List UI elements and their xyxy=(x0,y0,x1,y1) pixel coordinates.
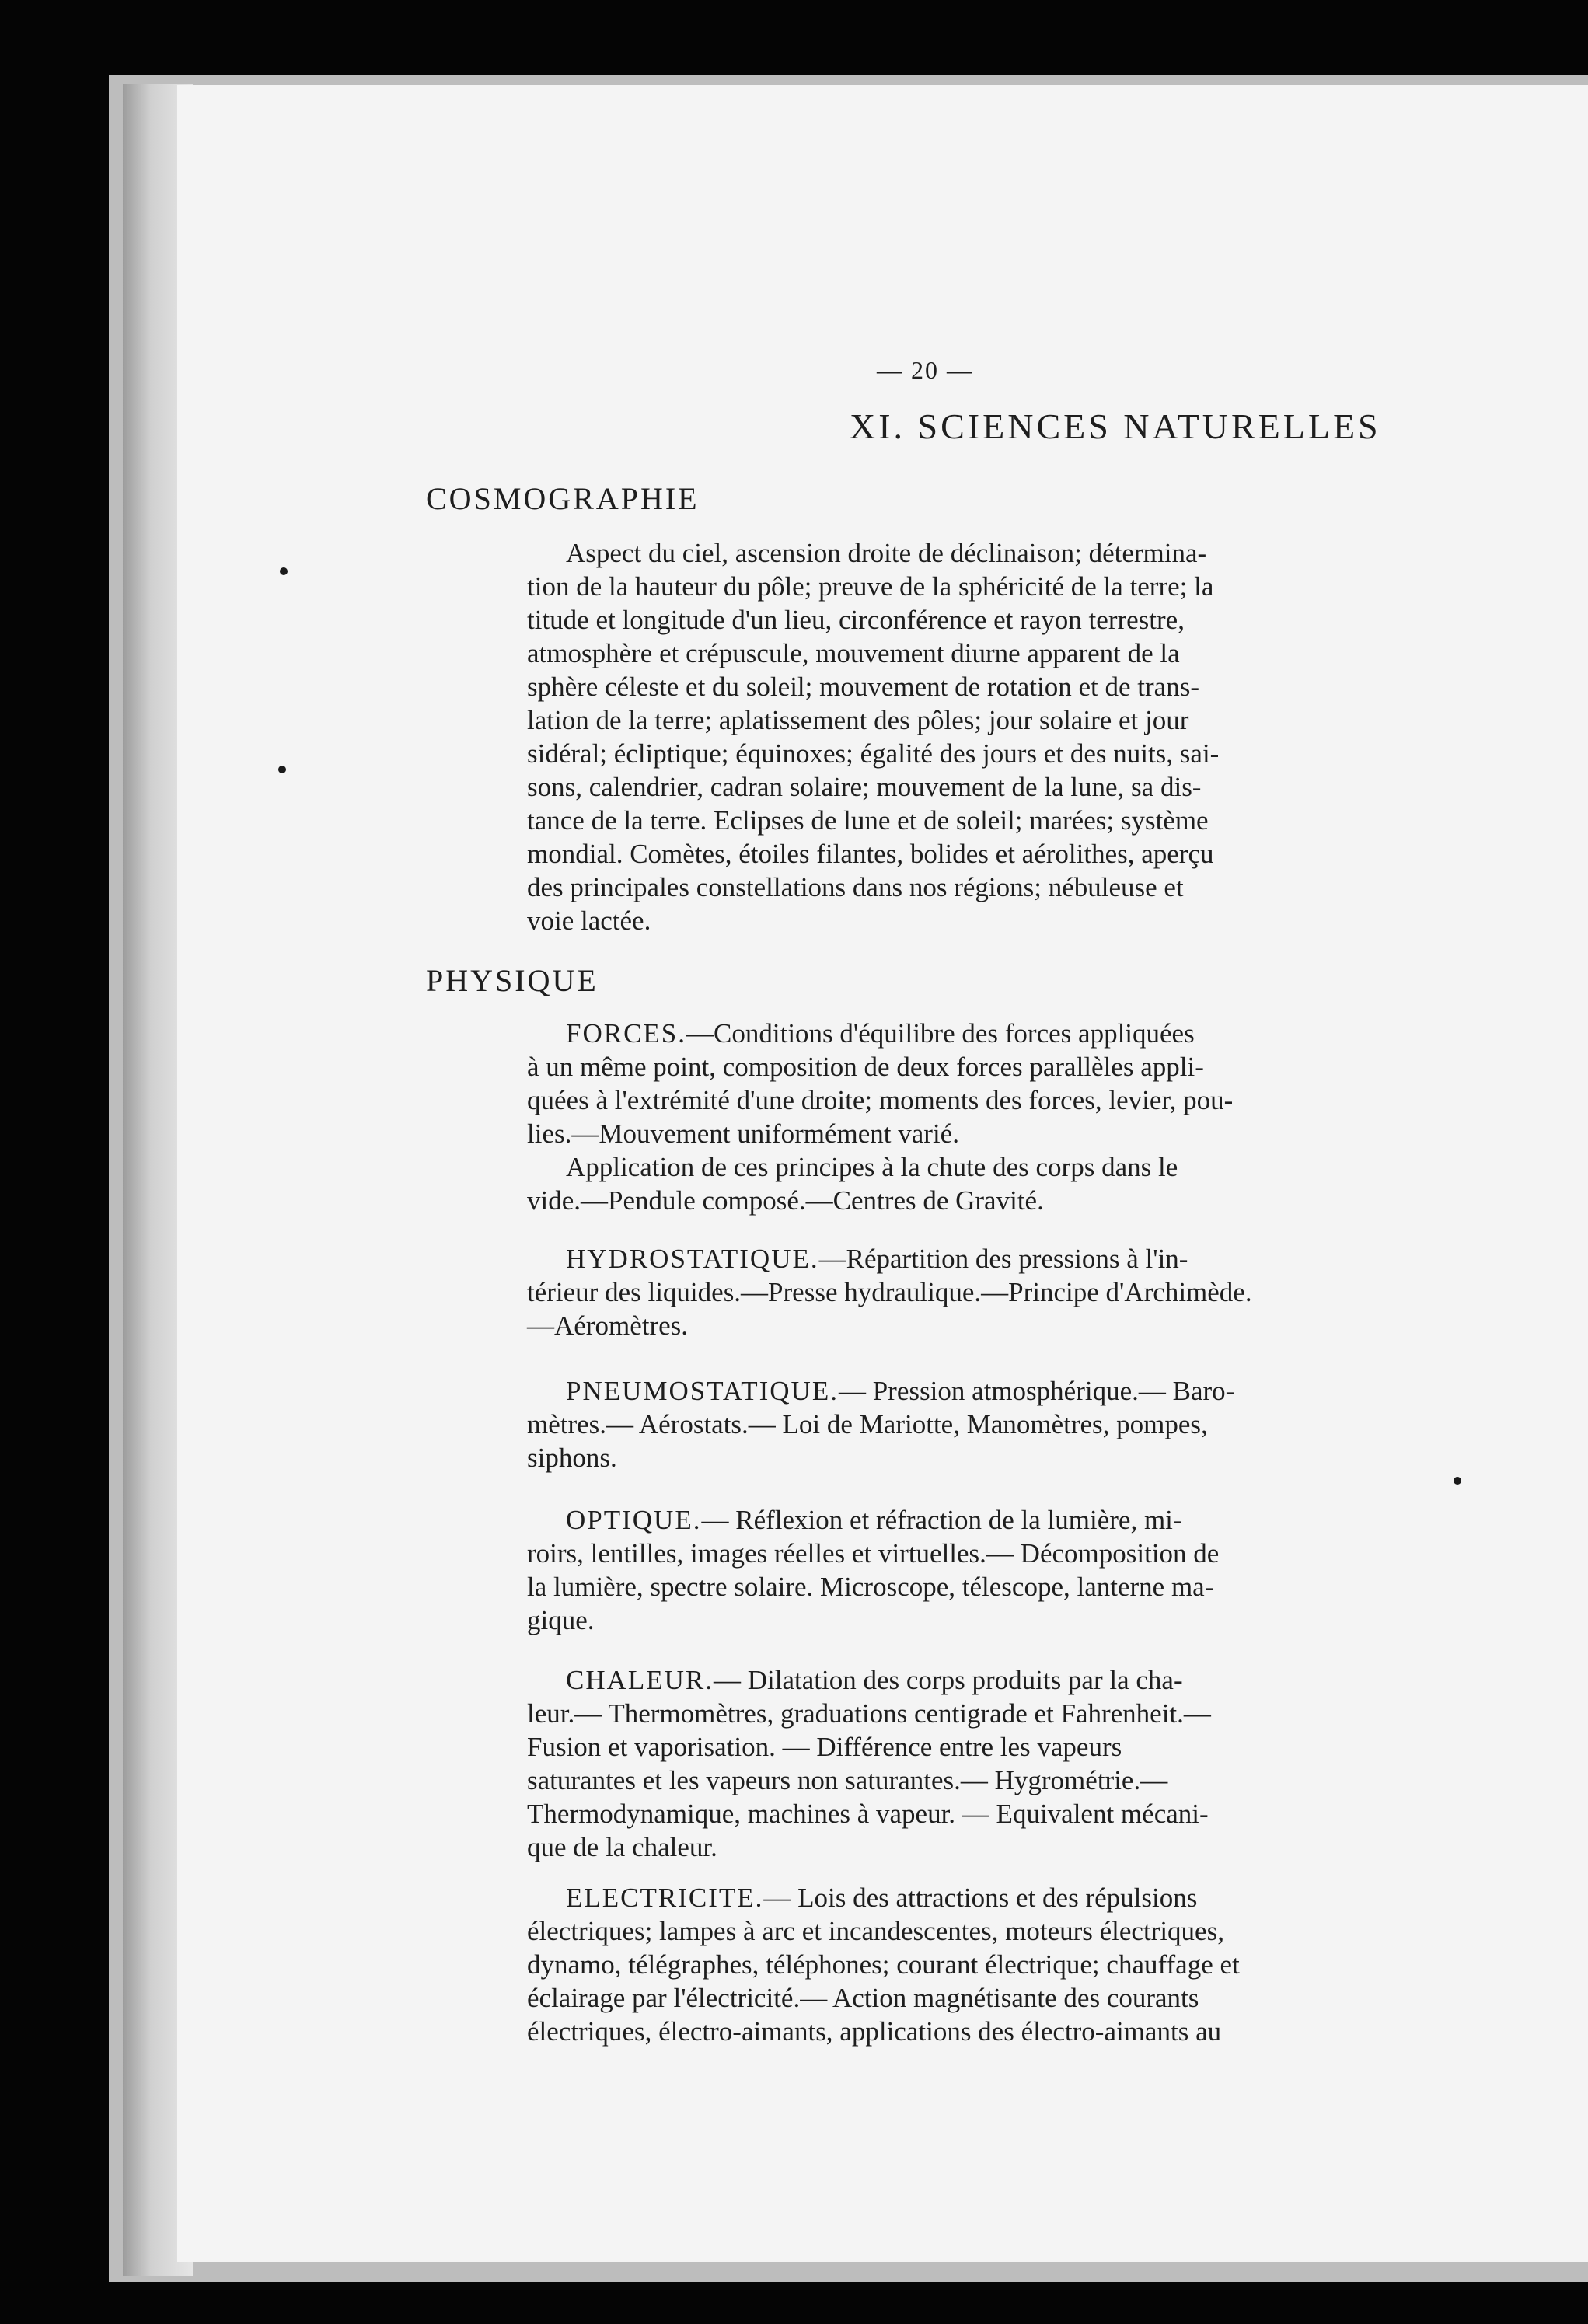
text-line: tance de la terre. Eclipses de lune et de soleil; marées; système xyxy=(527,805,1209,836)
text-line: sidéral; écliptique; équinoxes; égalité des jours et des nuits, sai- xyxy=(527,738,1220,769)
text-line: siphons. xyxy=(527,1443,617,1473)
paragraph-forces xyxy=(527,1017,1561,1217)
text-line: sons, calendrier, cadran solaire; mouvement de la lune, sa dis- xyxy=(527,772,1202,802)
text-line: Fusion et vaporisation. — Différence entre les vapeurs xyxy=(527,1732,1122,1762)
text-line: lies.—Mouvement uniformément varié. xyxy=(527,1118,959,1149)
paragraph-cosmographie xyxy=(527,536,1561,937)
text-line: électriques, électro-aimants, applications des électro-aimants au xyxy=(527,2016,1222,2047)
lead-forces: FORCES. xyxy=(566,1018,687,1049)
text-line: mondial. Comètes, étoiles filantes, bolides et aérolithes, aperçu xyxy=(527,839,1214,869)
text-line: sphère céleste et du soleil; mouvement de rotation et de trans- xyxy=(527,672,1199,702)
text-line: la lumière, spectre solaire. Microscope, télescope, lanterne ma- xyxy=(527,1572,1214,1602)
scan-speck xyxy=(280,567,288,575)
paragraph-hydrostatique xyxy=(527,1242,1561,1342)
lead-hydrostatique: HYDROSTATIQUE. xyxy=(566,1244,819,1274)
text-line: lation de la terre; aplatissement des pôles; jour solaire et jour xyxy=(527,705,1189,735)
text-line: —Conditions d'équilibre des forces appliquées xyxy=(686,1018,1195,1049)
text-line: Thermodynamique, machines à vapeur. — Equivalent mécani- xyxy=(527,1799,1209,1829)
text-line: térieur des liquides.—Presse hydraulique.—Principe d'Archimède. xyxy=(527,1277,1252,1307)
text-line: électriques; lampes à arc et incandescentes, moteurs électriques, xyxy=(527,1916,1224,1946)
lead-electricite: ELECTRICITE. xyxy=(566,1883,764,1913)
text-line: —Répartition des pressions à l'in- xyxy=(818,1244,1188,1274)
text-line: quées à l'extrémité d'une droite; moments des forces, levier, pou- xyxy=(527,1085,1234,1115)
text-line: titude et longitude d'un lieu, circonférence et rayon terrestre, xyxy=(527,605,1185,635)
text-line: des principales constellations dans nos régions; nébuleuse et xyxy=(527,872,1184,902)
scan-speck xyxy=(278,766,286,773)
text-line: Aspect du ciel, ascension droite de déclinaison; détermina- xyxy=(566,538,1207,568)
section-title: XI. SCIENCES NATURELLES xyxy=(850,407,1381,446)
text-line: que de la chaleur. xyxy=(527,1832,717,1862)
paragraph-optique xyxy=(527,1503,1561,1637)
text-line: tion de la hauteur du pôle; preuve de la sphéricité de la terre; la xyxy=(527,571,1214,602)
heading-cosmographie: COSMOGRAPHIE xyxy=(426,481,700,516)
lead-pneumostatique: PNEUMOSTATIQUE. xyxy=(566,1376,839,1406)
page-number: — 20 — xyxy=(877,356,973,384)
text-line: atmosphère et crépuscule, mouvement diurne apparent de la xyxy=(527,638,1180,668)
text-line: saturantes et les vapeurs non saturantes.— Hygrométrie.— xyxy=(527,1765,1168,1795)
paragraph-electricite xyxy=(527,1881,1561,2048)
text-line: Application de ces principes à la chute des corps dans le xyxy=(566,1152,1178,1182)
lead-optique: OPTIQUE. xyxy=(566,1505,702,1535)
text-line: leur.— Thermomètres, graduations centigrade et Fahrenheit.— xyxy=(527,1698,1211,1729)
text-line: gique. xyxy=(527,1605,595,1635)
text-line: éclairage par l'électricité.— Action magnétisante des courants xyxy=(527,1983,1199,2013)
scan-speck xyxy=(1454,1477,1461,1485)
text-line: à un même point, composition de deux forces parallèles appli- xyxy=(527,1052,1204,1082)
text-line: — Dilatation des corps produits par la cha- xyxy=(714,1665,1183,1695)
paragraph-chaleur xyxy=(527,1663,1561,1864)
document-page xyxy=(177,85,1588,2262)
text-line: dynamo, télégraphes, téléphones; courant électrique; chauffage et xyxy=(527,1949,1240,1980)
text-line: voie lactée. xyxy=(527,906,651,936)
lead-chaleur: CHALEUR. xyxy=(566,1665,714,1695)
text-line: — Lois des attractions et des répulsions xyxy=(763,1883,1198,1913)
paragraph-pneumostatique xyxy=(527,1374,1561,1474)
text-line: — Pression atmosphérique.— Baro- xyxy=(838,1376,1235,1406)
heading-physique: PHYSIQUE xyxy=(426,963,599,998)
text-line: —Aéromètres. xyxy=(527,1310,689,1341)
text-line: roirs, lentilles, images réelles et virtuelles.— Décomposition de xyxy=(527,1538,1220,1569)
text-line: vide.—Pendule composé.—Centres de Gravité. xyxy=(527,1185,1044,1216)
text-line: — Réflexion et réfraction de la lumière, mi- xyxy=(701,1505,1182,1535)
text-line: mètres.— Aérostats.— Loi de Mariotte, Manomètres, pompes, xyxy=(527,1409,1208,1439)
